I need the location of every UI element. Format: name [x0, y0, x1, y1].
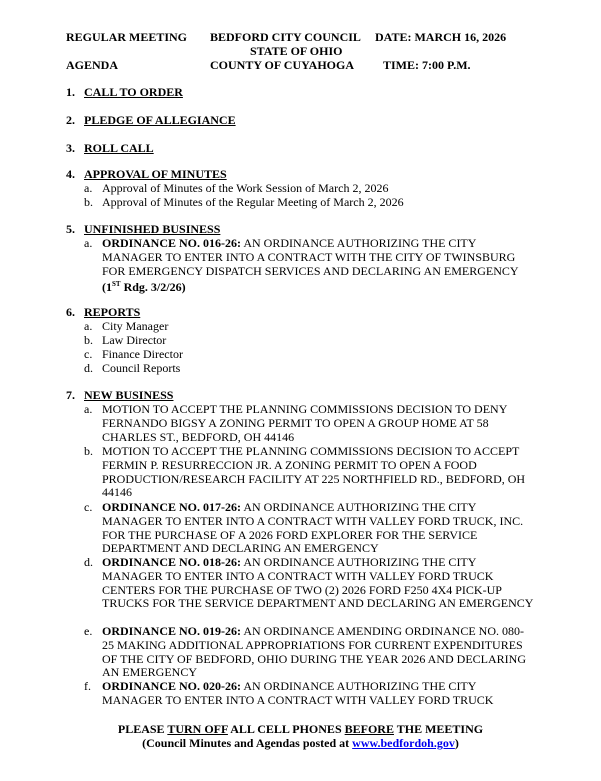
state-name: STATE OF OHIO [250, 44, 343, 58]
agenda-label: AGENDA [66, 58, 119, 72]
list-item [84, 182, 534, 196]
item-letter: c. [84, 347, 93, 361]
item-letter: d. [84, 555, 93, 569]
section-number: 3. [66, 141, 75, 155]
list-item [84, 320, 534, 334]
item-letter: b. [84, 333, 93, 347]
ordinance-description: AN ORDINANCE AUTHORIZING THE CITY MANAGER TO ENTER INTO A CONTRACT WITH VALLEY FORD TRUCK [102, 679, 494, 707]
item-text: City Manager [102, 319, 169, 333]
section-number: 1. [66, 85, 75, 99]
item-text [102, 237, 534, 295]
item-letter: a. [84, 181, 93, 195]
county-name: COUNTY OF CUYAHOGA [210, 58, 355, 72]
section-title-new-business: NEW BUSINESS [84, 388, 174, 402]
list-item [84, 680, 534, 708]
section-title-call-to-order: CALL TO ORDER [84, 85, 183, 99]
section-title-reports: REPORTS [84, 305, 141, 319]
item-letter: a. [84, 236, 93, 250]
ordinance-number: ORDINANCE NO. 016-26: [102, 236, 241, 250]
list-item [84, 334, 534, 348]
item-text: Council Reports [102, 361, 181, 375]
section-number: 6. [66, 305, 75, 319]
ordinance-number: ORDINANCE NO. 020-26: [102, 679, 241, 693]
item-text: Approval of Minutes of the Work Session of March 2, 2026 [102, 181, 389, 195]
section-number: 2. [66, 113, 75, 127]
section-title-roll-call: ROLL CALL [84, 141, 154, 155]
meeting-date: DATE: MARCH 16, 2026 [375, 30, 507, 44]
list-item [84, 501, 534, 556]
item-text: Finance Director [102, 347, 183, 361]
ordinance-description: AN ORDINANCE AMENDING ORDINANCE NO. 080-25 MAKING ADDITIONAL APPROPRIATIONS FOR CURRENT EXPENDITURES OF THE CITY OF BEDFORD, OHIO DURING THE YEAR 2026 AND DECLARING AN EMERGENCY [102, 624, 527, 680]
list-item [84, 625, 534, 680]
item-letter: c. [84, 500, 93, 514]
item-letter: b. [84, 444, 93, 458]
ordinance-description: AN ORDINANCE AUTHORIZING THE CITY MANAGER TO ENTER INTO A CONTRACT WITH VALLEY FORD TRUCK CENTERS FOR THE PURCHASE OF TWO (2) 2026 FORD F250 4X4 PICK-UP TRUCKS FOR THE SERVICE DEPARTMENT AND DECLARING AN EMERGENCY [102, 555, 534, 611]
section-title-approval-of-minutes: APPROVAL OF MINUTES [84, 167, 227, 181]
item-text [102, 556, 534, 611]
footer-posted: (Council Minutes and Agendas posted at www.bedfordoh.gov) [142, 736, 459, 750]
section-number: 7. [66, 388, 75, 402]
item-letter: f. [84, 679, 91, 693]
list-item [84, 445, 534, 500]
section-title-unfinished-business: UNFINISHED BUSINESS [84, 222, 221, 236]
item-text [102, 680, 534, 708]
ordinance-description: AN ORDINANCE AUTHORIZING THE CITY MANAGER TO ENTER INTO A CONTRACT WITH THE CITY OF TWINSBURG FOR EMERGENCY DISPATCH SERVICES AND DECLARING AN EMERGENCY [102, 236, 519, 278]
list-item [84, 362, 534, 376]
list-item [84, 196, 534, 210]
meeting-type: REGULAR MEETING [66, 30, 188, 44]
ordinance-number: ORDINANCE NO. 017-26: [102, 500, 241, 514]
item-text: Law Director [102, 333, 167, 347]
ordinance-description: AN ORDINANCE AUTHORIZING THE CITY MANAGER TO ENTER INTO A CONTRACT WITH VALLEY FORD TRUCK, INC. FOR THE PURCHASE OF A 2026 FORD EXPLORER FOR THE SERVICE DEPARTMENT AND DECLARING AN EMERGENCY [102, 500, 524, 556]
item-text: Approval of Minutes of the Regular Meeting of March 2, 2026 [102, 195, 404, 209]
reading-note: (1ST Rdg. 3/2/26) [102, 280, 186, 295]
item-text [102, 625, 534, 680]
item-text: MOTION TO ACCEPT THE PLANNING COMMISSIONS DECISION TO DENY FERNANDO BIGSY A ZONING PERMIT TO OPEN A GROUP HOME AT 58 CHARLES ST., BEDFORD, OH 44146 [102, 402, 507, 444]
meeting-time: TIME: 7:00 P.M. [383, 58, 471, 72]
item-letter: d. [84, 361, 93, 375]
ordinance-number: ORDINANCE NO. 019-26: [102, 624, 241, 638]
section-title-pledge: PLEDGE OF ALLEGIANCE [84, 113, 236, 127]
list-item [84, 556, 534, 611]
section-number: 5. [66, 222, 75, 236]
item-letter: e. [84, 624, 93, 638]
list-item [84, 348, 534, 362]
item-text [102, 501, 534, 556]
ordinance-number: ORDINANCE NO. 018-26: [102, 555, 241, 569]
website-link[interactable]: www.bedfordoh.gov [352, 736, 455, 750]
item-letter: b. [84, 195, 93, 209]
section-number: 4. [66, 167, 75, 181]
footer-notice: PLEASE TURN OFF ALL CELL PHONES BEFORE THE MEETING [117, 722, 484, 736]
list-item [84, 403, 534, 444]
item-letter: a. [84, 402, 93, 416]
council-name: BEDFORD CITY COUNCIL [210, 30, 361, 44]
list-item [84, 237, 534, 295]
item-letter: a. [84, 319, 93, 333]
item-text: MOTION TO ACCEPT THE PLANNING COMMISSIONS DECISION TO ACCEPT FERMIN P. RESURRECCION JR. A ZONING PERMIT TO OPEN A FOOD PRODUCTION/RESEARCH FACILITY AT 225 NORTHFIELD RD., BEDFORD, OH 44146 [102, 444, 526, 500]
